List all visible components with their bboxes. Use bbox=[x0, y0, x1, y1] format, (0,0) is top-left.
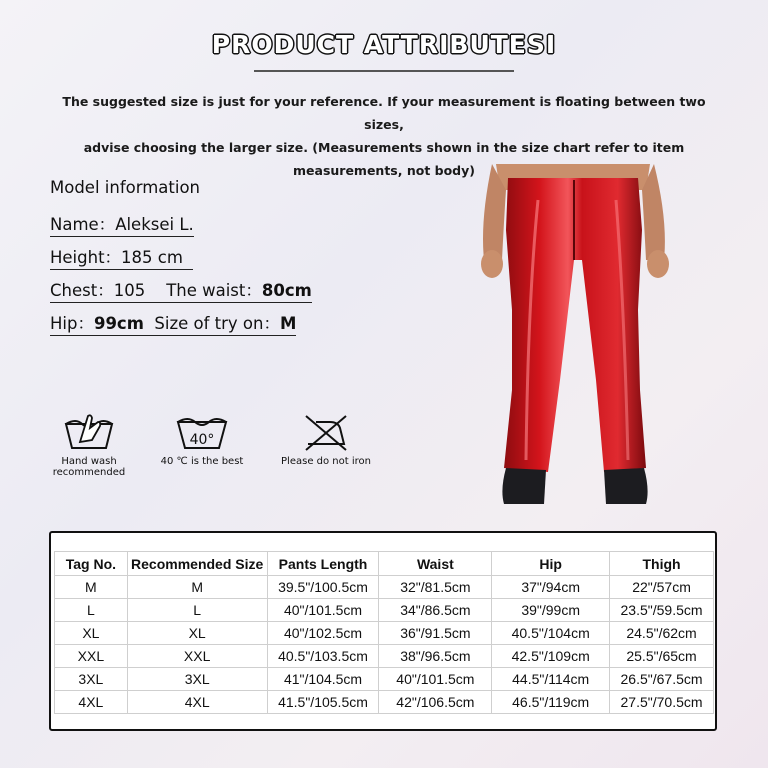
table-cell: XL bbox=[127, 622, 267, 645]
product-photo bbox=[478, 160, 678, 512]
header-tag-no: Tag No. bbox=[55, 552, 128, 576]
table-row bbox=[55, 668, 714, 691]
table-cell: 26.5"/67.5cm bbox=[610, 668, 714, 691]
wash-40-icon bbox=[174, 412, 230, 452]
care-hand-wash bbox=[48, 412, 130, 478]
table-cell: 46.5"/119cm bbox=[492, 691, 610, 714]
table-cell: 3XL bbox=[55, 668, 128, 691]
model-name-row bbox=[50, 211, 312, 244]
model-hip-label: Hip： bbox=[50, 314, 94, 333]
model-name-label: Name： bbox=[50, 215, 116, 234]
model-height bbox=[50, 244, 193, 270]
table-cell: 22"/57cm bbox=[610, 576, 714, 599]
table-cell: 3XL bbox=[127, 668, 267, 691]
header-waist: Waist bbox=[379, 552, 492, 576]
table-cell: 40.5"/104cm bbox=[492, 622, 610, 645]
table-cell: 34"/86.5cm bbox=[379, 599, 492, 622]
size-table-header-row bbox=[55, 552, 714, 576]
red-patent-pants-illustration bbox=[478, 160, 678, 512]
header-pants-length: Pants Length bbox=[267, 552, 379, 576]
table-row bbox=[55, 645, 714, 668]
table-cell: 40.5"/103.5cm bbox=[267, 645, 379, 668]
model-height-label: Height： bbox=[50, 248, 122, 267]
table-cell: 24.5"/62cm bbox=[610, 622, 714, 645]
table-cell: M bbox=[127, 576, 267, 599]
model-information bbox=[50, 178, 312, 343]
header-thigh: Thigh bbox=[610, 552, 714, 576]
table-cell: M bbox=[55, 576, 128, 599]
hand-wash-icon bbox=[62, 412, 116, 452]
table-row bbox=[55, 599, 714, 622]
table-row bbox=[55, 576, 714, 599]
wash-40-temp: 40° bbox=[189, 432, 215, 448]
model-waist-label: The waist： bbox=[166, 281, 262, 300]
table-cell: 25.5"/65cm bbox=[610, 645, 714, 668]
table-cell: 40"/102.5cm bbox=[267, 622, 379, 645]
table-cell: XXL bbox=[127, 645, 267, 668]
model-hip-size bbox=[50, 310, 296, 336]
table-cell: L bbox=[127, 599, 267, 622]
do-not-iron-icon bbox=[302, 412, 350, 452]
table-cell: XXL bbox=[55, 645, 128, 668]
table-cell: 39.5"/100.5cm bbox=[267, 576, 379, 599]
care-do-not-iron bbox=[274, 412, 378, 467]
table-cell: 42.5"/109cm bbox=[492, 645, 610, 668]
table-cell: 41.5"/105.5cm bbox=[267, 691, 379, 714]
header-recommended-size: Recommended Size bbox=[127, 552, 267, 576]
model-chest-waist-row bbox=[50, 277, 312, 310]
table-cell: 37"/94cm bbox=[492, 576, 610, 599]
table-cell: 40"/101.5cm bbox=[379, 668, 492, 691]
table-cell: 39"/99cm bbox=[492, 599, 610, 622]
size-table bbox=[54, 551, 714, 714]
table-cell: 40"/101.5cm bbox=[267, 599, 379, 622]
table-cell: 42"/106.5cm bbox=[379, 691, 492, 714]
table-cell: 32"/81.5cm bbox=[379, 576, 492, 599]
table-row bbox=[55, 691, 714, 714]
care-hand-wash-line2: recommended bbox=[52, 467, 126, 478]
page-title: PRODUCT ATTRIBUTESI bbox=[211, 30, 557, 59]
care-hand-wash-line1: Hand wash bbox=[61, 456, 117, 467]
table-cell: 27.5"/70.5cm bbox=[610, 691, 714, 714]
model-height-row bbox=[50, 244, 312, 277]
table-cell: 36"/91.5cm bbox=[379, 622, 492, 645]
table-cell: XL bbox=[55, 622, 128, 645]
model-chest-label: Chest： bbox=[50, 281, 114, 300]
table-cell: 41"/104.5cm bbox=[267, 668, 379, 691]
table-cell: 44.5"/114cm bbox=[492, 668, 610, 691]
header-hip: Hip bbox=[492, 552, 610, 576]
title-underline bbox=[254, 70, 514, 72]
model-hip-size-row bbox=[50, 310, 312, 343]
model-heading: Model information bbox=[50, 178, 201, 197]
model-size-value: M bbox=[280, 314, 297, 333]
model-name-value: Aleksei L. bbox=[115, 215, 194, 234]
model-waist-value: 80cm bbox=[261, 281, 312, 300]
table-cell: 4XL bbox=[127, 691, 267, 714]
size-note-line: advise choosing the larger size. (Measurements shown in the size chart refer to item bbox=[83, 140, 685, 155]
care-wash-40 bbox=[158, 412, 246, 467]
table-cell: 4XL bbox=[55, 691, 128, 714]
model-chest-waist bbox=[50, 277, 312, 303]
table-row bbox=[55, 622, 714, 645]
table-cell: 23.5"/59.5cm bbox=[610, 599, 714, 622]
table-cell: 38"/96.5cm bbox=[379, 645, 492, 668]
model-name bbox=[50, 211, 194, 237]
care-wash-40-line1: 40 ℃ is the best bbox=[160, 456, 244, 467]
table-cell: L bbox=[55, 599, 128, 622]
model-height-value: 185 cm bbox=[121, 248, 183, 267]
model-chest-value: 105 bbox=[113, 281, 146, 300]
size-note-line: measurements, not body) bbox=[293, 163, 475, 178]
care-do-not-iron-line1: Please do not iron bbox=[281, 456, 371, 467]
size-note-line: The suggested size is just for your reference. If your measurement is floating between two sizes, bbox=[62, 94, 706, 132]
model-size-label: Size of try on： bbox=[154, 314, 280, 333]
size-chart bbox=[49, 531, 717, 731]
model-hip-value: 99cm bbox=[93, 314, 144, 333]
